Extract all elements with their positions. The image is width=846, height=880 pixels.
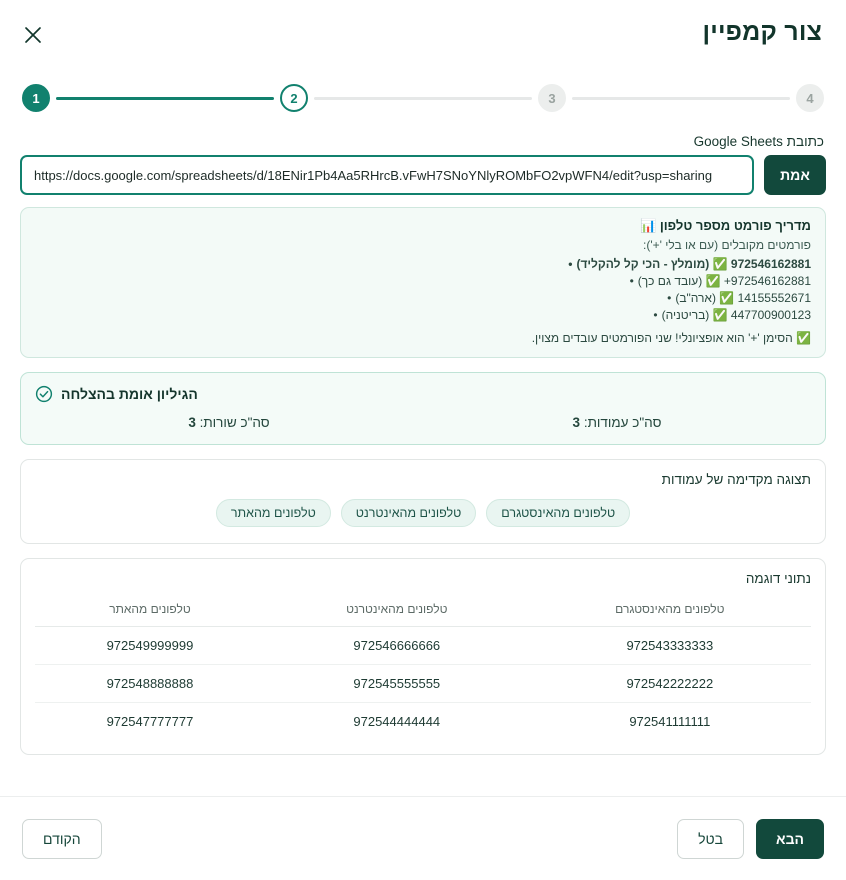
- verify-button[interactable]: אמת: [764, 155, 826, 195]
- step-2[interactable]: 2: [280, 84, 308, 112]
- check-circle-icon: [35, 385, 53, 403]
- sheets-url-label: כתובת Google Sheets: [693, 134, 824, 149]
- table-cell: 972543333333: [529, 627, 811, 665]
- validation-success-text: הגיליון אומת בהצלחה: [61, 386, 198, 402]
- list-item: [35, 256, 811, 272]
- modal-header: [0, 0, 846, 70]
- table-row: [35, 627, 811, 665]
- list-item: [35, 273, 811, 289]
- step-connector-3-2: [314, 97, 532, 100]
- spreadsheet-icon: 📊: [640, 218, 657, 233]
- table-cell: 972549999999: [35, 627, 265, 665]
- column-chip-instagram[interactable]: טלפונים מהאינסטגרם: [486, 499, 630, 527]
- table-cell: 972541111111: [629, 714, 711, 729]
- info-item-text: 972546162881 ✅ (מומלץ - הכי קל להקליד): [576, 257, 811, 271]
- validation-success-header: [35, 385, 811, 403]
- step-connector-2-1: [56, 97, 274, 100]
- column-header-internet: טלפונים מהאינטרנט: [265, 592, 529, 627]
- bullet-icon: •: [568, 257, 573, 271]
- stat-rows-label: סה"כ שורות:: [199, 415, 270, 430]
- bullet-icon: •: [667, 291, 672, 305]
- stat-rows-value: 3: [188, 415, 196, 430]
- close-icon[interactable]: [20, 22, 46, 48]
- stat-columns-label: סה"כ עמודות:: [583, 415, 662, 430]
- footer-left-group: [677, 819, 824, 859]
- column-header-instagram: טלפונים מהאינסטגרם: [529, 592, 811, 627]
- table-row: [35, 665, 811, 703]
- sample-data-card: [20, 558, 826, 755]
- stat-rows: [35, 415, 423, 430]
- columns-preview-title: תצוגה מקדימה של עמודות: [661, 472, 811, 487]
- step-connector-4-3: [572, 97, 790, 100]
- table-cell: 972545555555: [265, 665, 529, 703]
- column-chip-internet[interactable]: טלפונים מהאינטרנט: [341, 499, 477, 527]
- column-header-website: טלפונים מהאתר: [35, 592, 265, 627]
- table-cell: 972542222222: [529, 665, 811, 703]
- next-button[interactable]: הבא: [756, 819, 824, 859]
- validation-success-card: [20, 372, 826, 445]
- info-item-text: 14155552671 ✅ (ארה"ב): [675, 291, 811, 305]
- info-title-text: מדריך פורמט מספר טלפון: [659, 218, 811, 233]
- sample-data-title: נתוני דוגמה: [745, 571, 811, 586]
- info-item-text: 447700900123 ✅ (בריטניה): [661, 308, 811, 322]
- info-item-text: 972546162881+ ✅ (עובד גם כך): [637, 274, 811, 288]
- sheets-url-input[interactable]: [20, 155, 754, 195]
- table-cell: 972547777777: [106, 714, 194, 729]
- info-footer-note: ✅ הסימן '+' הוא אופציונלי! שני הפורמטים עובדים מצוין.: [531, 331, 811, 345]
- validation-stats: [35, 415, 811, 430]
- bullet-icon: •: [629, 274, 634, 288]
- table-cell: 972548888888: [35, 665, 265, 703]
- table-cell: 972544444444: [353, 714, 441, 729]
- step-4[interactable]: 4: [796, 84, 824, 112]
- stat-columns: [423, 415, 811, 430]
- table-cell: 972546666666: [265, 627, 529, 665]
- sheets-url-row: [20, 155, 826, 195]
- info-format-list: [35, 256, 811, 323]
- cancel-button[interactable]: בטל: [677, 819, 744, 859]
- sample-data-table: [35, 592, 811, 740]
- columns-preview-card: [20, 459, 826, 544]
- info-title-row: [35, 218, 811, 234]
- stat-columns-value: 3: [572, 415, 581, 430]
- phone-format-info-card: [20, 207, 826, 358]
- column-chip-website[interactable]: טלפונים מהאתר: [216, 499, 331, 527]
- step-1[interactable]: 1: [22, 84, 50, 112]
- columns-chip-list: [35, 499, 811, 527]
- list-item: [35, 290, 811, 306]
- table-row: [35, 703, 811, 741]
- info-subtitle: פורמטים מקובלים (עם או בלי '+'):: [643, 238, 811, 252]
- modal-footer: [0, 796, 846, 880]
- previous-button[interactable]: הקודם: [22, 819, 102, 859]
- bullet-icon: •: [653, 308, 658, 322]
- page-title: צור קמפיין: [702, 18, 822, 46]
- table-header-row: [35, 592, 811, 627]
- list-item: [35, 307, 811, 323]
- step-3[interactable]: 3: [538, 84, 566, 112]
- wizard-stepper: [22, 74, 824, 122]
